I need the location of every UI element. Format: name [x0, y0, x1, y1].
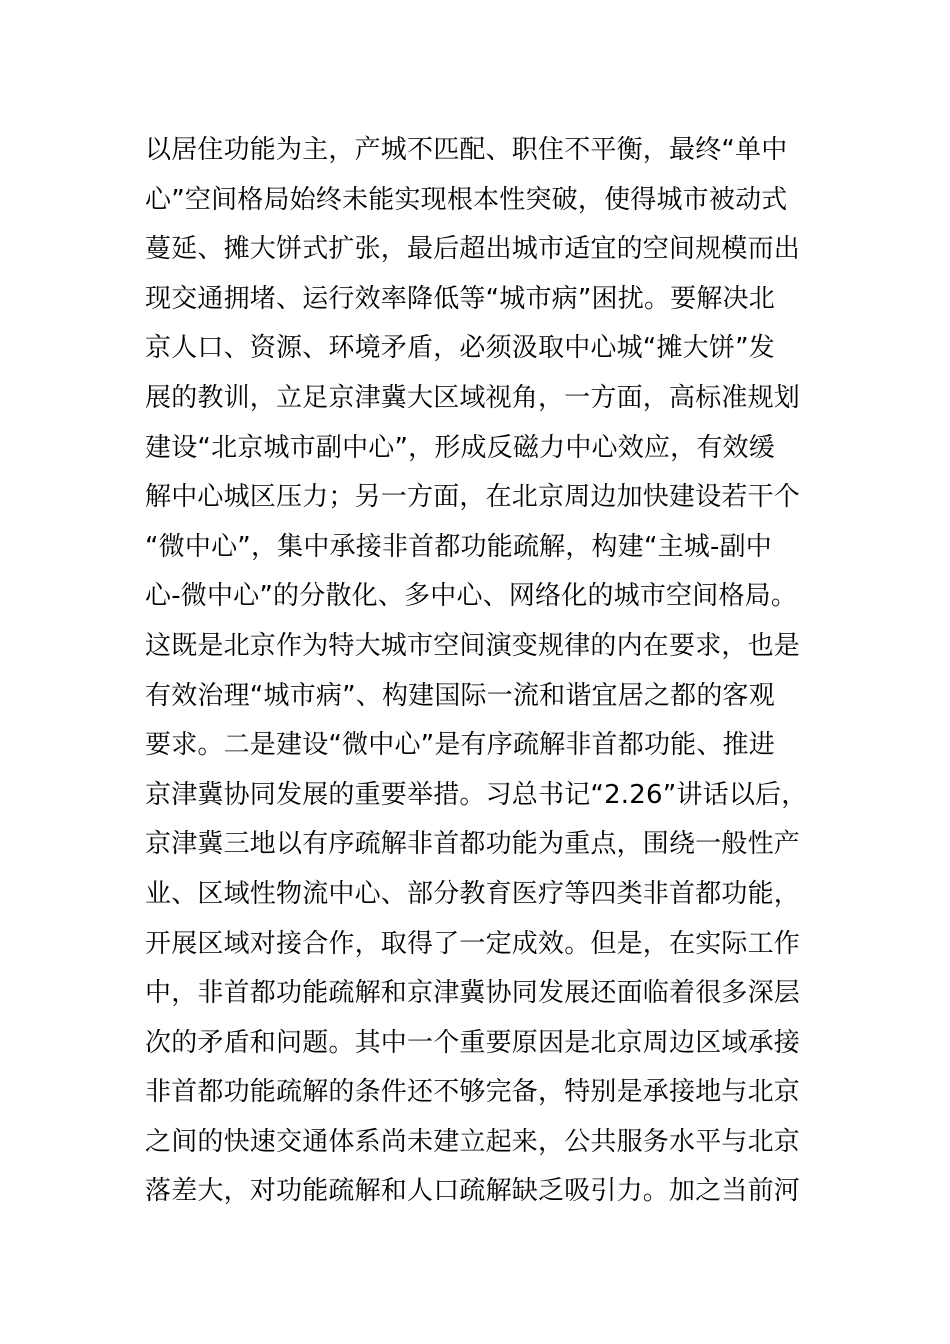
text-line: 次的矛盾和问题。其中一个重要原因是北京周边区域承接	[145, 1027, 801, 1058]
text-line: 要求。二是建设“微中心”是有序疏解非首都功能、推进	[145, 730, 775, 761]
text-line: 业、区域性物流中心、部分教育医疗等四类非首都功能，	[145, 878, 801, 909]
text-line: 蔓延、摊大饼式扩张，最后超出城市适宜的空间规模而出	[145, 234, 801, 265]
text-line: “微中心”，集中承接非首都功能疏解，构建“主城-副中	[145, 531, 772, 562]
text-line: 以居住功能为主，产城不匹配、职住不平衡，最终“单中	[145, 135, 788, 165]
text-line: 心”空间格局始终未能实现根本性突破，使得城市被动式	[145, 184, 788, 215]
text-line: 中，非首都功能疏解和京津冀协同发展还面临着很多深层	[145, 978, 801, 1009]
text-line: 落差大，对功能疏解和人口疏解缺乏吸引力。加之当前河	[145, 1176, 801, 1207]
text-line: 京津冀协同发展的重要举措。习总书记“2.26”讲话以后，	[145, 779, 808, 810]
body-text	[145, 126, 808, 1217]
text-line: 心-微中心”的分散化、多中心、网络化的城市空间格局。	[145, 581, 798, 612]
text-line: 现交通拥堵、运行效率降低等“城市病”困扰。要解决北	[145, 283, 775, 314]
text-line: 非首都功能疏解的条件还不够完备，特别是承接地与北京	[145, 1077, 801, 1108]
text-line: 之间的快速交通体系尚未建立起来，公共服务水平与北京	[145, 1126, 801, 1157]
text-line: 建设“北京城市副中心”，形成反磁力中心效应，有效缓	[145, 432, 775, 463]
text-line: 京人口、资源、环境矛盾，必须汲取中心城“摊大饼”发	[145, 333, 775, 364]
text-line: 解中心城区压力；另一方面，在北京周边加快建设若干个	[145, 482, 801, 513]
text-line: 展的教训，立足京津冀大区域视角，一方面，高标准规划	[145, 382, 801, 413]
text-line: 有效治理“城市病”、构建国际一流和谐宜居之都的客观	[145, 680, 775, 711]
text-line: 京津冀三地以有序疏解非首都功能为重点，围绕一般性产	[145, 829, 801, 860]
text-line: 开展区域对接合作，取得了一定成效。但是，在实际工作	[145, 928, 801, 959]
text-line: 这既是北京作为特大城市空间演变规律的内在要求，也是	[145, 630, 801, 661]
